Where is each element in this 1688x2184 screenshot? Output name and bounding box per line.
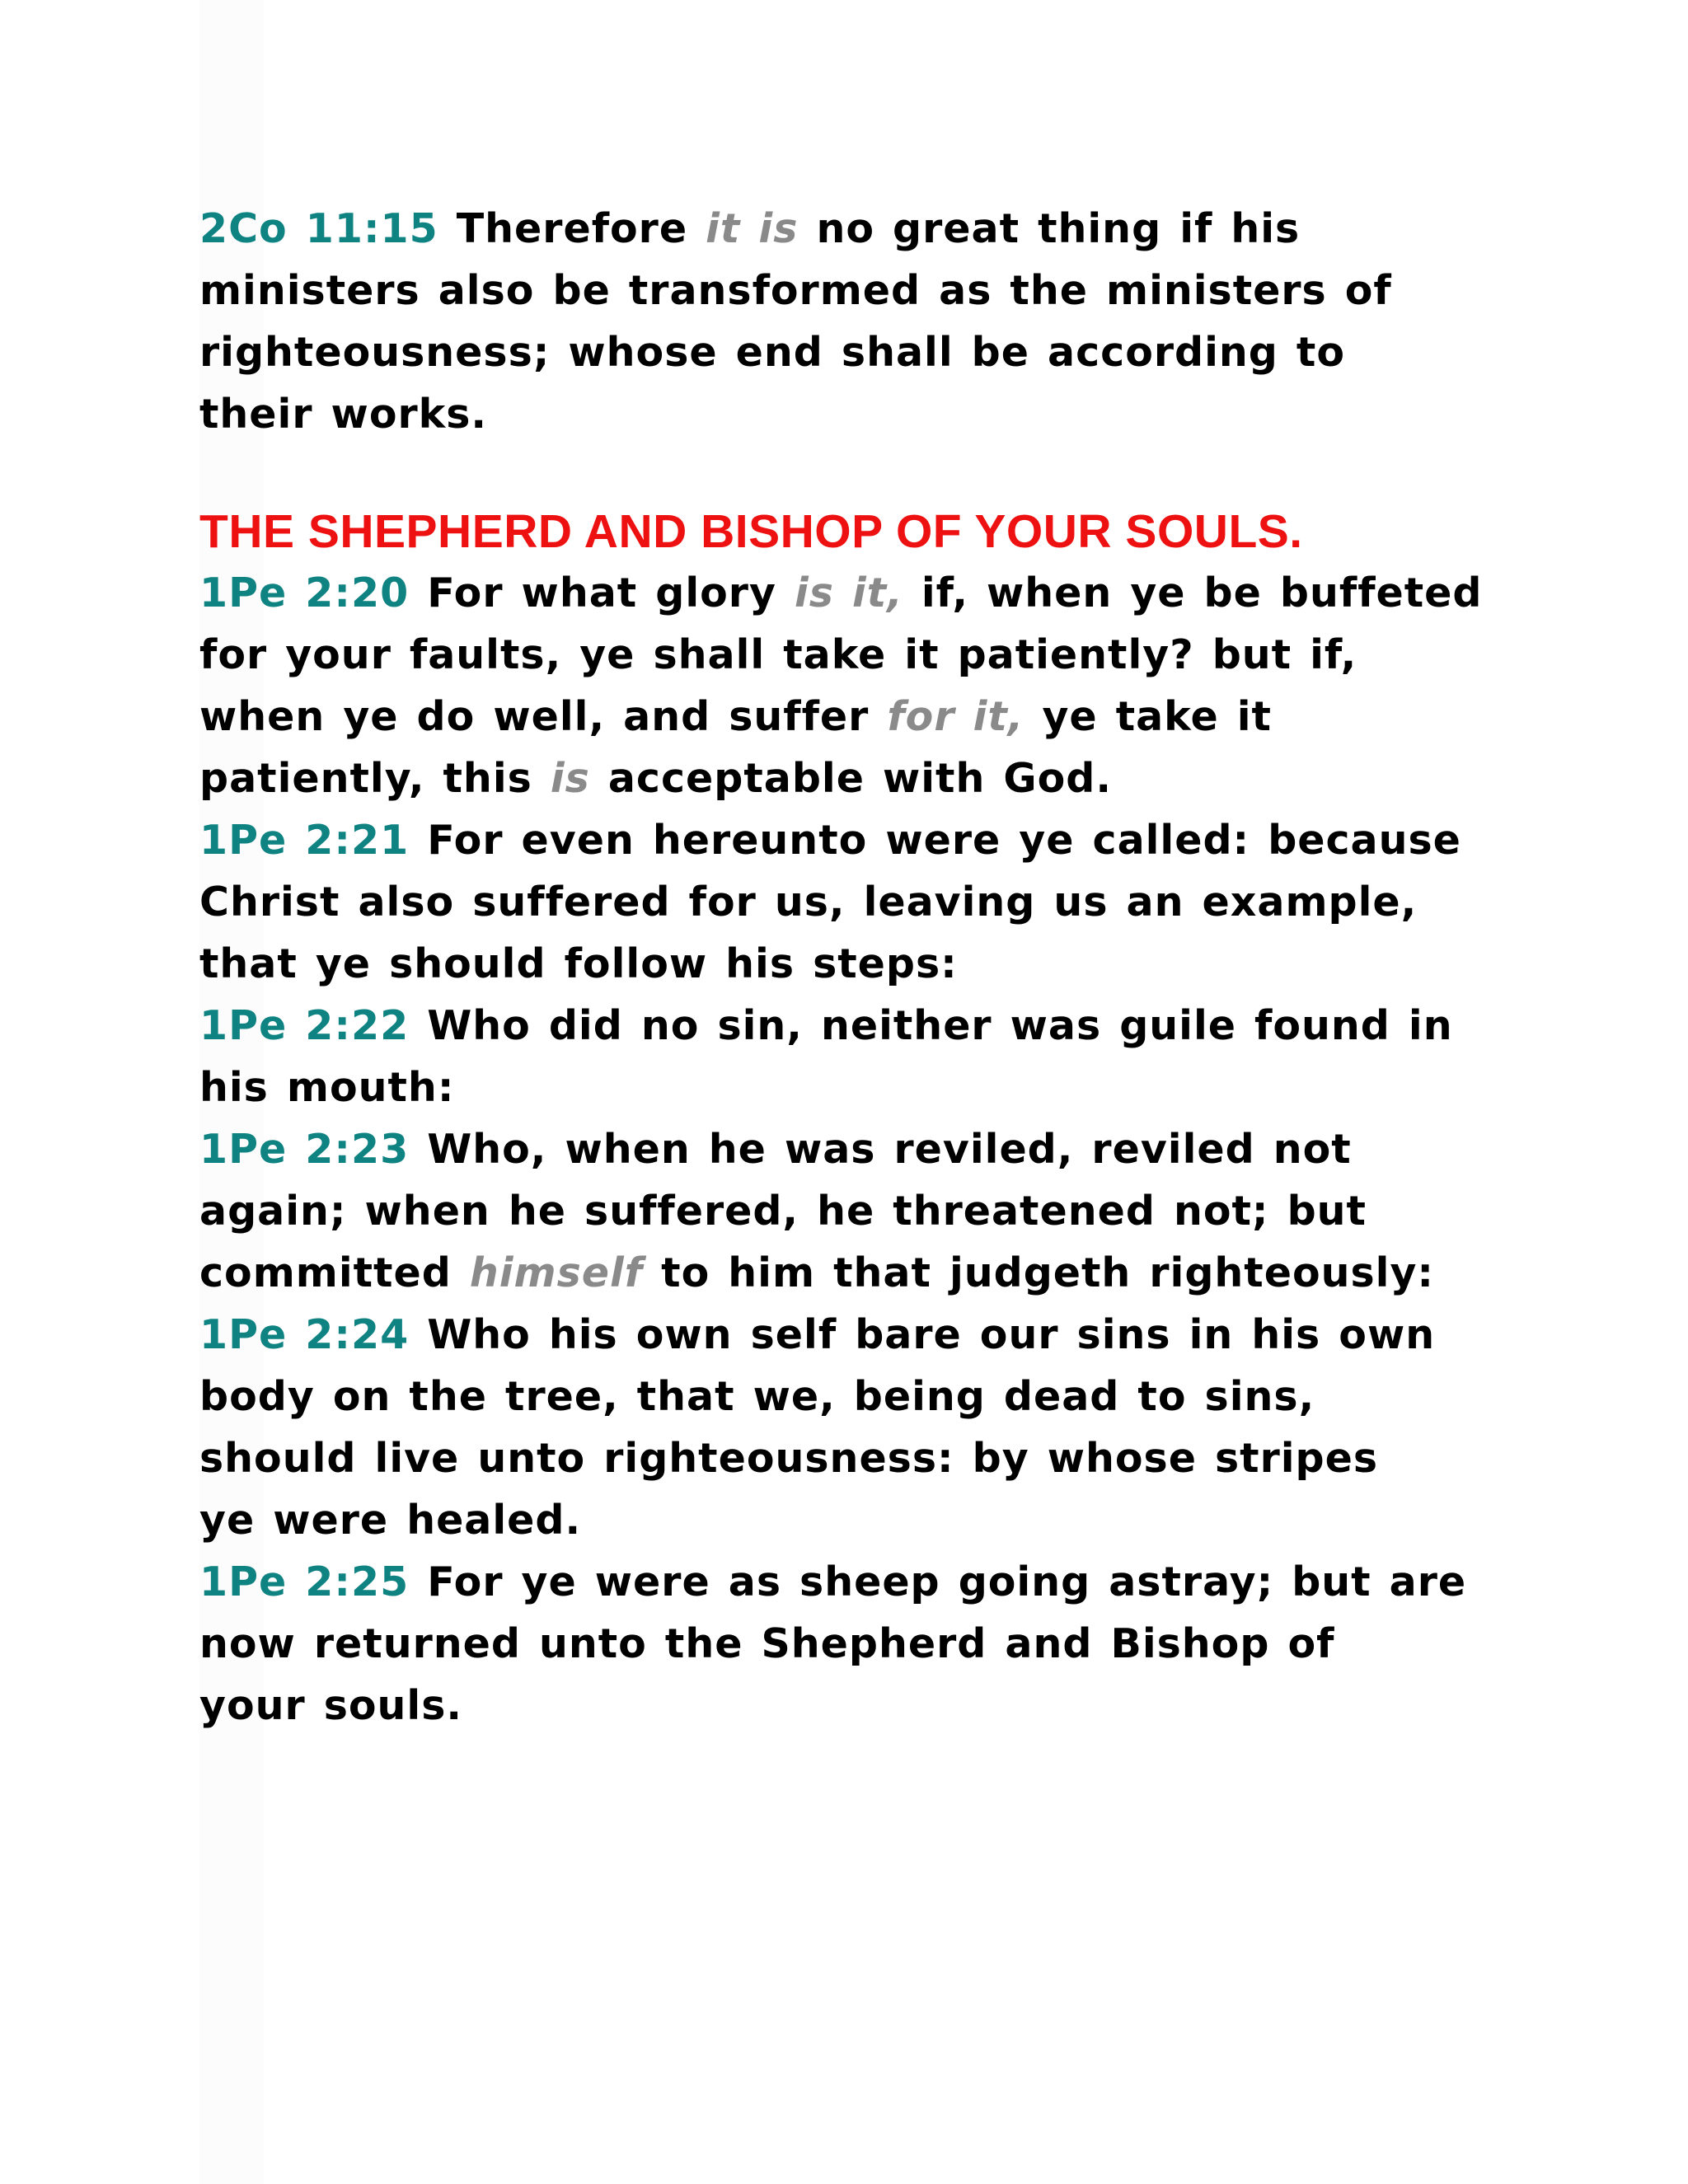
verse-line [199,1304,1502,1366]
verse-line [199,1366,1502,1427]
verse-line [199,624,1502,686]
verse-text: when ye do well, and suffer [199,693,888,740]
verse-text: ministers also be transformed as the ministers of [199,267,1392,314]
verse-text: if, when ye be buffeted [903,569,1483,616]
verse-line [199,198,1502,260]
verse [199,995,1502,1118]
verse-line [199,1675,1502,1736]
verse-line [199,748,1502,809]
verse [199,1118,1502,1304]
verse-reference: 1Pe 2:22 [199,1002,410,1049]
verse-text: your souls. [199,1682,463,1729]
verse-reference: 1Pe 2:20 [199,569,410,616]
verse-text: his mouth: [199,1064,455,1111]
verse-line [199,1180,1502,1242]
verse-text: body on the tree, that we, being dead to sins, [199,1373,1315,1420]
supplied-word: for it, [887,693,1025,740]
verse-line [199,383,1502,445]
verse-text: Who did no sin, neither was guile found in [427,1002,1453,1049]
verse-text: patiently, this [199,755,551,802]
verse-line [199,686,1502,748]
verse-text: committed [199,1249,470,1296]
verse-text: righteousness; whose end shall be according to [199,329,1346,376]
verse-text: should live unto righteousness: by whose stripes [199,1435,1379,1482]
top-verse-group [199,198,1502,445]
verse-text: to him that judgeth righteously: [643,1249,1435,1296]
verse-line [199,260,1502,321]
verse-text: now returned unto the Shepherd and Bishop of [199,1620,1335,1667]
scripture-content [199,198,1502,1736]
supplied-word: it is [706,205,799,252]
verse-text: Christ also suffered for us, leaving us an example, [199,879,1418,926]
verse-reference: 1Pe 2:25 [199,1558,410,1605]
verse-text: For even hereunto were ye called: because [427,817,1461,864]
verse [199,1304,1502,1551]
verse [199,1551,1502,1736]
verse-line [199,1057,1502,1118]
verse-line [199,1118,1502,1180]
verse-line [199,562,1502,624]
verse-text: For what glory [427,569,795,616]
verse-reference: 2Co 11:15 [199,205,438,252]
verse-line [199,1551,1502,1613]
verse-line [199,1242,1502,1304]
verse-text: that ye should follow his steps: [199,940,958,987]
supplied-word: himself [469,1249,644,1296]
verse-text: no great thing if his [798,205,1301,252]
verse-text: again; when he suffered, he threatened not; but [199,1188,1367,1235]
verse-text: ye were healed. [199,1497,582,1544]
verse-text: Therefore [456,205,706,252]
verse-text: their works. [199,391,488,438]
verse-text: ye take it [1024,693,1272,740]
section-gap [199,445,1502,501]
verse-line [199,321,1502,383]
verse-reference: 1Pe 2:23 [199,1126,410,1173]
section-heading: THE SHEPHERD AND BISHOP OF YOUR SOULS. [199,505,1303,558]
verse-line [199,995,1502,1057]
verse-reference: 1Pe 2:24 [199,1311,410,1358]
verse-line [199,1427,1502,1489]
verse-text: for your faults, ye shall take it patiently? but if, [199,631,1357,678]
verse-line [199,1489,1502,1551]
verse-text: Who, when he was reviled, reviled not [427,1126,1352,1173]
verse-line [199,933,1502,995]
verse [199,198,1502,445]
verse-list [199,562,1502,1736]
verse-text: Who his own self bare our sins in his own [427,1311,1436,1358]
supplied-word: is [550,755,590,802]
verse-line [199,809,1502,871]
verse [199,562,1502,809]
verse-reference: 1Pe 2:21 [199,817,410,864]
verse-text: acceptable with God. [589,755,1112,802]
verse [199,809,1502,995]
verse-text: For ye were as sheep going astray; but are [427,1558,1467,1605]
verse-line [199,871,1502,933]
supplied-word: is it, [794,569,903,616]
verse-line [199,1613,1502,1675]
